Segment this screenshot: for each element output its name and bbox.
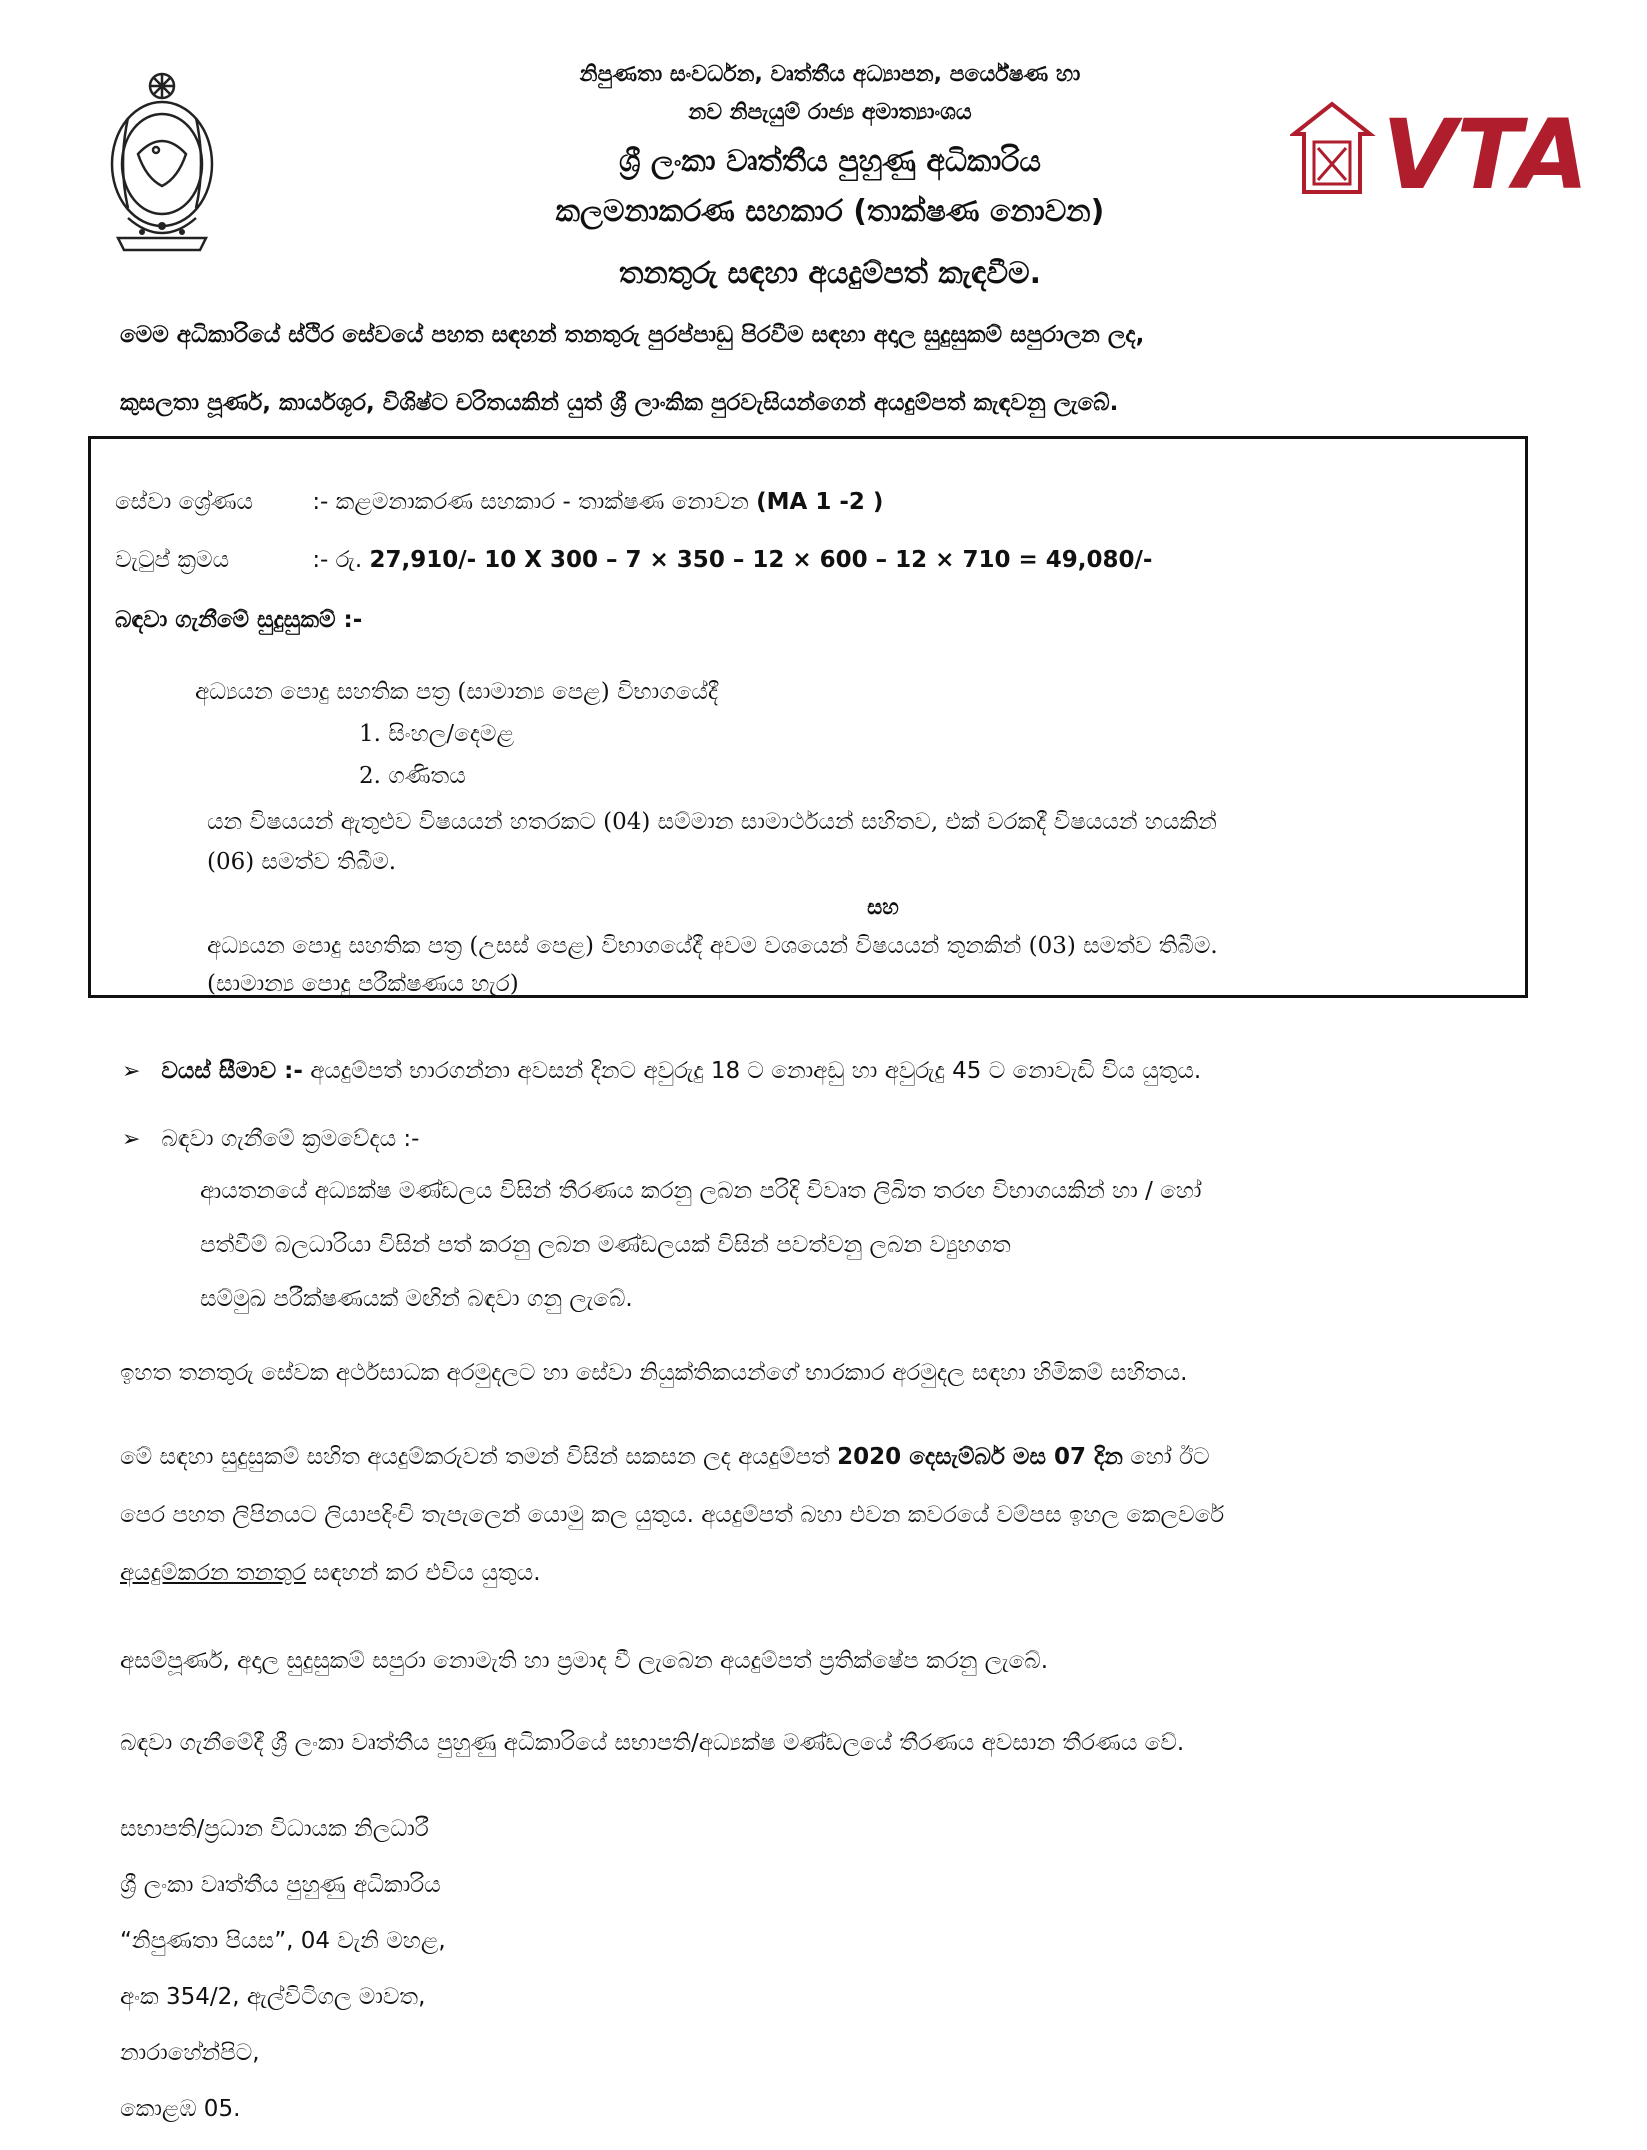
vta-logo [1290, 96, 1620, 200]
post-title: කලමනාකරණ සහකාර (තාක්ෂණ නොවන) [555, 194, 1105, 229]
pension-paragraph: ඉහත තනතුරු සේවක අර්ථසාධක අරමුදලට හා සේවා නියුක්තිකයන්ගේ භාරකාර අරමුදල සඳහා හිමිකම් සහිතය. [120, 1360, 1188, 1386]
intro-line-1: මෙම අධිකාරියේ ස්ථිර සේවයේ පහත සඳහන් තනතුරු පුරප්පාඩු පිරවීම සඳහා අදාල සුදුසුකම් සපුරාලන ලද, [120, 322, 1145, 348]
apply-line-2: පෙර පහත ලිපිනයට ලියාපදිංචි තැපැලෙන් යොමු කල යුතුය. අයදුම්පත් බහා එවන කවරයේ වම්පස ඉහල කෙලවරේ [120, 1502, 1225, 1528]
authority-name: ශ්‍රී ලංකා වෘත්තීය පුහුණු අධිකාරිය [619, 144, 1041, 179]
address-line-1: සභාපති/ප්‍රධාන විධායක නිලධාරී [120, 1816, 429, 1842]
address-line-2: ශ්‍රී ලංකා වෘත්තීය පුහුණු අධිකාරිය [120, 1872, 441, 1898]
ol-line: අධ්‍යයන පොදු සහතික පත්‍ර (සාමාන්‍ය පෙළ) විභාගයේදී [195, 679, 719, 705]
apply-text-d: සඳහන් කර එවිය යුතුය. [305, 1560, 541, 1586]
national-emblem-icon [98, 68, 226, 254]
subject-2: 2. ගණිතය [359, 763, 466, 789]
salary-row [115, 547, 1152, 573]
arrow-bullet-icon: ➢ [122, 1059, 141, 1084]
final-decision-paragraph: බඳවා ගැනීමේදී ශ්‍රී ලංකා වෘත්තීය පුහුණු අධිකාරියේ සභාපති/අධ්‍යක්ෂ මණ්ඩලයේ තීරණය අවසාන තීරණය වේ. [120, 1730, 1185, 1756]
address-line-3: “නිපුණතා පියස”, 04 වැනි මහළ, [120, 1928, 446, 1954]
age-label: වයස් සීමාව :- [161, 1058, 303, 1084]
ministry-line-1: නිපුණතා සංවර්ධන, වෘත්තීය අධ්‍යාපන, පර්යේෂණ හා [579, 62, 1081, 87]
address-line-5: නාරාහේන්පිට, [120, 2040, 260, 2066]
and-label: සහ [867, 895, 899, 919]
rejection-paragraph: අසම්පූර්ණ, අදාල සුදුසුකම් සපුරා නොමැති හා ප්‍රමාද වී ලැබෙන අයදුම්පත් ප්‍රතික්ෂේප කරනු ලැබේ. [120, 1648, 1049, 1674]
salary-prefix: :- රු. [312, 547, 363, 573]
vta-logo-text: VTA [1382, 99, 1589, 200]
salary-label: වැටුප් ක්‍රමය [115, 547, 230, 573]
apply-text-a: මේ සඳහා සුදුසුකම් සහිත අයදුම්කරුවන් තමන් විසින් සකසන ලද අයදුම්පත් [120, 1444, 838, 1470]
service-code: (MA 1 -2 ) [756, 489, 884, 515]
address-line-6: කොළඹ 05. [120, 2096, 241, 2122]
arrow-bullet-icon: ➢ [122, 1127, 141, 1152]
service-row [115, 489, 883, 515]
method-line-1: ආයතනයේ අධ්‍යක්ෂ මණ්ඩලය විසින් තීරණය කරනු ලබන පරිදි විවෘත ලිඛිත තරඟ විභාගයකින් හා / හෝ [200, 1178, 1202, 1204]
method-item [122, 1126, 419, 1152]
apply-text-c: හෝ ඊට [1122, 1444, 1210, 1470]
post-applied-for: අයදුම්කරන තනතුර [120, 1560, 306, 1586]
address-line-4: අංක 354/2, ඇල්විටිගල මාවත, [120, 1984, 426, 2010]
closing-date: 2020 දෙසැම්බර් මස 07 දින [837, 1444, 1123, 1470]
method-label: බඳවා ගැනීමේ ක්‍රමවේදය :- [161, 1126, 420, 1152]
method-line-2: පත්වීම් බලධාරියා විසින් පත් කරනු ලබන මණ්ඩලයක් විසින් පවත්වනු ලබන ව්‍යුහගත [200, 1232, 1011, 1258]
age-text: අයදුම්පත් භාරගන්නා අවසන් දිනට අවුරුදු 18 ට නොඅඩු හා අවුරුදු 45 ට නොවැඩි විය යුතුය. [310, 1058, 1202, 1084]
qualification-heading: බඳවා ගැනීමේ සුදුසුකම් :- [115, 607, 363, 633]
al-line-1: අධ්‍යයන පොදු සහතික පත්‍ර (උසස් පෙළ) විභාගයේදී අවම වශයෙන් විෂයයන් තුනකින් (03) සමත්ව තිබීම. [207, 933, 1218, 959]
ministry-line-2: නව නිපැයුම් රාජ්‍ය අමාත්‍යාංශය [688, 100, 972, 125]
salary-value: 27,910/- 10 X 300 – 7 × 350 – 12 × 600 – 12 × 710 = 49,080/- [369, 547, 1153, 573]
ol-detail-1: යන විෂයයන් ඇතුළුව විෂයයන් හතරකට (04) සම්මාන සාමාර්ථයන් සහිතව, එක් වරකදී විෂයයන් හයකින් [207, 809, 1217, 835]
intro-line-2: කුසලතා පූර්ණ, කාර්යශූර, විශිෂ්ට චරිතයකින් යුත් ශ්‍රී ලාංකික පුරවැසියන්ගෙන් අයදුම්පත් කැඳවනු ලැබේ. [120, 390, 1119, 416]
service-value: :- කළමනාකරණ සහකාර - තාක්ෂණ නොවන [312, 489, 749, 515]
method-line-3: සම්මුඛ පරීක්ෂණයක් මඟින් බඳවා ගනු ලැබේ. [200, 1286, 633, 1312]
al-line-2: (සාමාන්‍ය පොදු පරීක්ෂණය හැර) [207, 971, 519, 997]
apply-line-3 [120, 1560, 1540, 1586]
service-label: සේවා ශ්‍රේණය [115, 489, 254, 515]
apply-line-1 [120, 1444, 1540, 1470]
ol-detail-2: (06) සමත්ව තිබීම. [207, 849, 397, 875]
qualification-box [88, 436, 1528, 998]
subject-1: 1. සිංහල/දෙමළ [359, 721, 514, 747]
age-limit-item [122, 1058, 1201, 1084]
call-title: තනතුරු සඳහා අයදුම්පත් කැඳවීම. [618, 256, 1042, 291]
